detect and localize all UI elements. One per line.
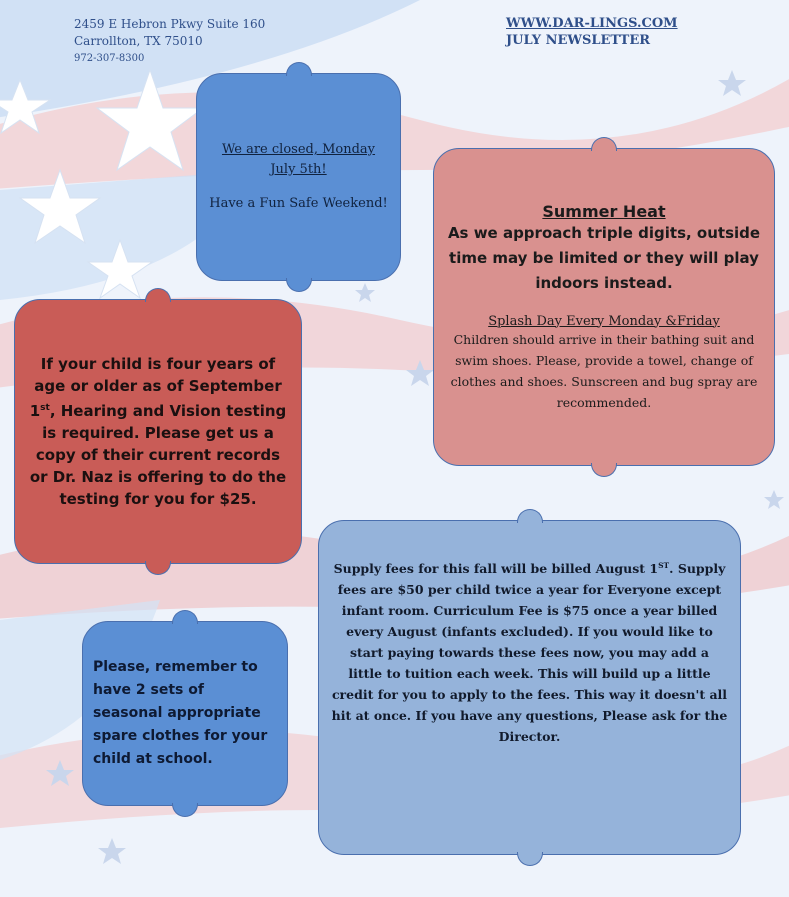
- address-block: [74, 16, 265, 67]
- supply-fees-box: [318, 520, 741, 855]
- supply-fees-text-start: Supply fees for this fall will be billed August 1: [333, 561, 659, 577]
- newsletter-title: JULY NEWSLETTER: [506, 33, 651, 48]
- site-block: [506, 15, 678, 49]
- spare-clothes-text: Please, remember to have 2 sets of seasonal appropriate spare clothes for your child at school.: [93, 659, 268, 767]
- ordinal-suffix: st: [40, 403, 50, 413]
- splash-day-title: Splash Day Every Monday &Friday: [488, 313, 720, 329]
- hearing-vision-text-end: , Hearing and Vision testing is required. Please get us a copy of their current records or Dr. Naz is offering to do the testing for you for $25.: [29, 402, 287, 508]
- supply-fees-text: [331, 555, 728, 747]
- supply-fees-text-end: . Supply fees are $50 per child twice a year for Everyone except infant room. Curriculum Fee is $75 once a year billed every August (infants excluded). If you would like to start paying towards these fees now, you may add a little to tuition each week. This will build up a little credit for you to apply to the fees. This way it doesn't all hit at once. If you have any questions, Please ask for the Director.: [331, 561, 728, 745]
- closed-notice: We are closed, Monday July 5th!: [221, 142, 376, 177]
- spare-clothes-box: [82, 621, 288, 806]
- summer-heat-box: [433, 148, 775, 466]
- closed-notice-box: [196, 73, 401, 281]
- splash-day-body: Children should arrive in their bathing suit and swim shoes. Please, provide a towel, change of clothes and shoes. Sunscreen and bug spray are recommended.: [450, 331, 758, 410]
- weekend-wish: Have a Fun Safe Weekend!: [209, 196, 388, 211]
- hearing-vision-text: [27, 353, 289, 510]
- hearing-vision-text-start: If your child is four years of age or older as of September 1: [29, 355, 282, 420]
- summer-heat-title: Summer Heat: [542, 201, 666, 221]
- summer-heat-lead: As we approach triple digits, outside time may be limited or they will play indoors instead.: [447, 223, 761, 292]
- phone-number: 972-307-8300: [74, 53, 145, 64]
- website-link[interactable]: WWW.DAR-LINGS.COM: [506, 16, 678, 31]
- ordinal-suffix: ST: [658, 561, 670, 570]
- address-line-1: 2459 E Hebron Pkwy Suite 160: [74, 17, 266, 31]
- address-line-2: Carrollton, TX 75010: [74, 34, 203, 48]
- hearing-vision-box: [14, 299, 302, 564]
